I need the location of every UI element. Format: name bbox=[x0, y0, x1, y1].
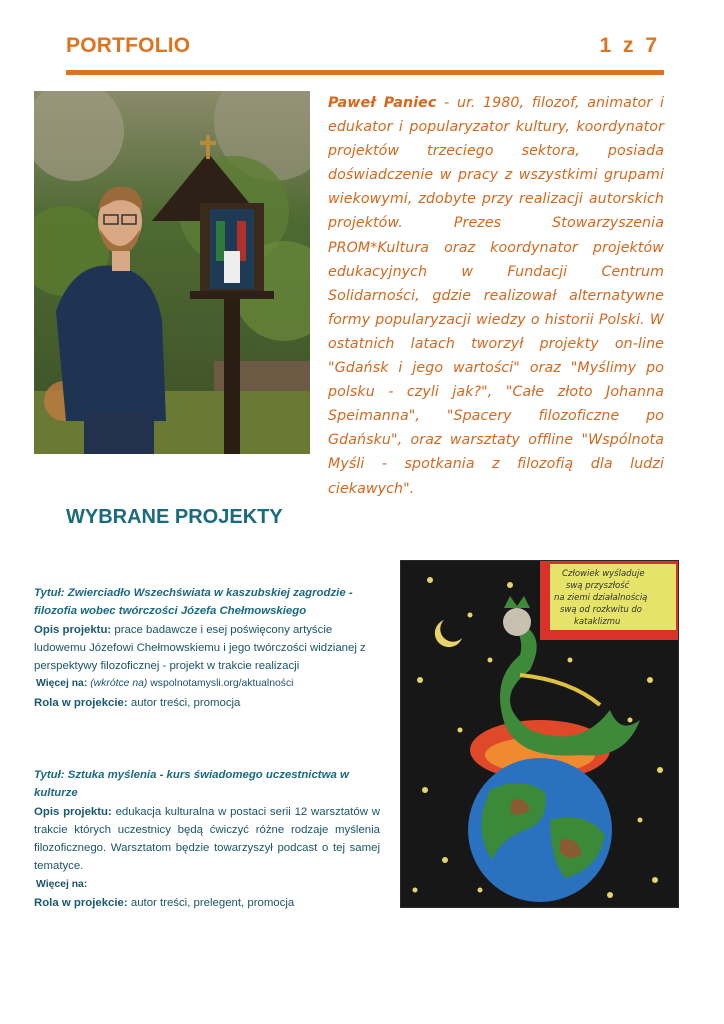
project-1 bbox=[34, 584, 380, 712]
author-name: Paweł Paniec bbox=[328, 95, 437, 111]
section-title-selected-projects: WYBRANE PROJEKTY bbox=[66, 506, 283, 528]
project-more-note: (wkrótce na) bbox=[90, 678, 148, 690]
project-title: Zwierciadło Wszechświata w kaszubskiej zagrodzie - filozofia wobec twórczości Józefa Chełmowskiego bbox=[34, 587, 353, 618]
project-more-label: Więcej na: bbox=[36, 678, 88, 690]
painting-inscription-line: na ziemi działalnością bbox=[554, 593, 648, 603]
project-description-label: Opis projektu: bbox=[34, 623, 112, 636]
project-description: prace badawcze i esej poświęcony artyście ludowemu Józefowi Chełmowskiemu i jego twórczości widzianej z perspektywy filozoficznej - projekt w trakcie realizacji bbox=[34, 623, 366, 673]
project-more-label: Więcej na: bbox=[36, 878, 88, 890]
painting-inscription-line: Człowiek wyśladuje bbox=[562, 569, 645, 579]
painting-inscription-line: swą przyszłość bbox=[566, 581, 630, 591]
project-title: Sztuka myślenia - kurs świadomego uczestnictwa w kulturze bbox=[34, 769, 349, 800]
page-title: PORTFOLIO bbox=[66, 34, 191, 57]
project-description-label: Opis projektu: bbox=[34, 805, 112, 818]
project-2 bbox=[34, 766, 380, 912]
painting-image bbox=[400, 560, 679, 908]
project-title-label: Tytuł: bbox=[34, 587, 65, 599]
project-description: edukacja kulturalna w postaci serii 12 warsztatów w trakcie których uczestnicy będą ćwiczyć różne rodzaje myślenia filozoficznego. Warsztatom będzie towarzyszył podcast o tej samej tematyce. bbox=[34, 805, 380, 873]
header-divider bbox=[66, 70, 664, 75]
painting-inscription-line: swą od rozkwitu do bbox=[560, 605, 642, 615]
author-bio bbox=[328, 91, 664, 501]
project-more-link[interactable]: wspolnotamysli.org/aktualności bbox=[150, 678, 294, 690]
page-number: 1 z 7 bbox=[599, 34, 660, 57]
project-role-label: Rola w projekcie: bbox=[34, 897, 128, 910]
project-role: autor treści, prelegent, promocja bbox=[130, 897, 295, 910]
project-role: autor treści, promocja bbox=[130, 696, 241, 709]
painting-inscription-line: kataklizmu bbox=[574, 617, 621, 627]
author-photo bbox=[34, 91, 310, 454]
author-bio-text: - ur. 1980, filozof, animator i edukator i popularyzator kultury, koordynator projektów trzeciego sektora, posiada doświadczenie w pracy z wszystkimi grupami wiekowymi, zdobyte przy realizacji autorskich projektów. Prezes Stowarzyszenia PROM*Kultura oraz koordynator projektów edukacyjnych w Fundacji Centrum Solidarności, gdzie realizował alternatywne formy popularyzacji wiedzy o historii Polski. W ostatnich latach tworzył projekty on-line "Gdańsk i jego wartości" oraz "Myślimy po polsku - czyli jak?", "Całe złoto Johanna Speimanna", "Spacery filozoficzne po Gdańsku", oraz warsztaty offline "Wspólnota Myśli - spotkania z filozofią dla ludzi ciekawych". bbox=[328, 95, 665, 497]
project-title-label: Tytuł: bbox=[34, 769, 65, 781]
project-role-label: Rola w projekcie: bbox=[34, 696, 128, 709]
